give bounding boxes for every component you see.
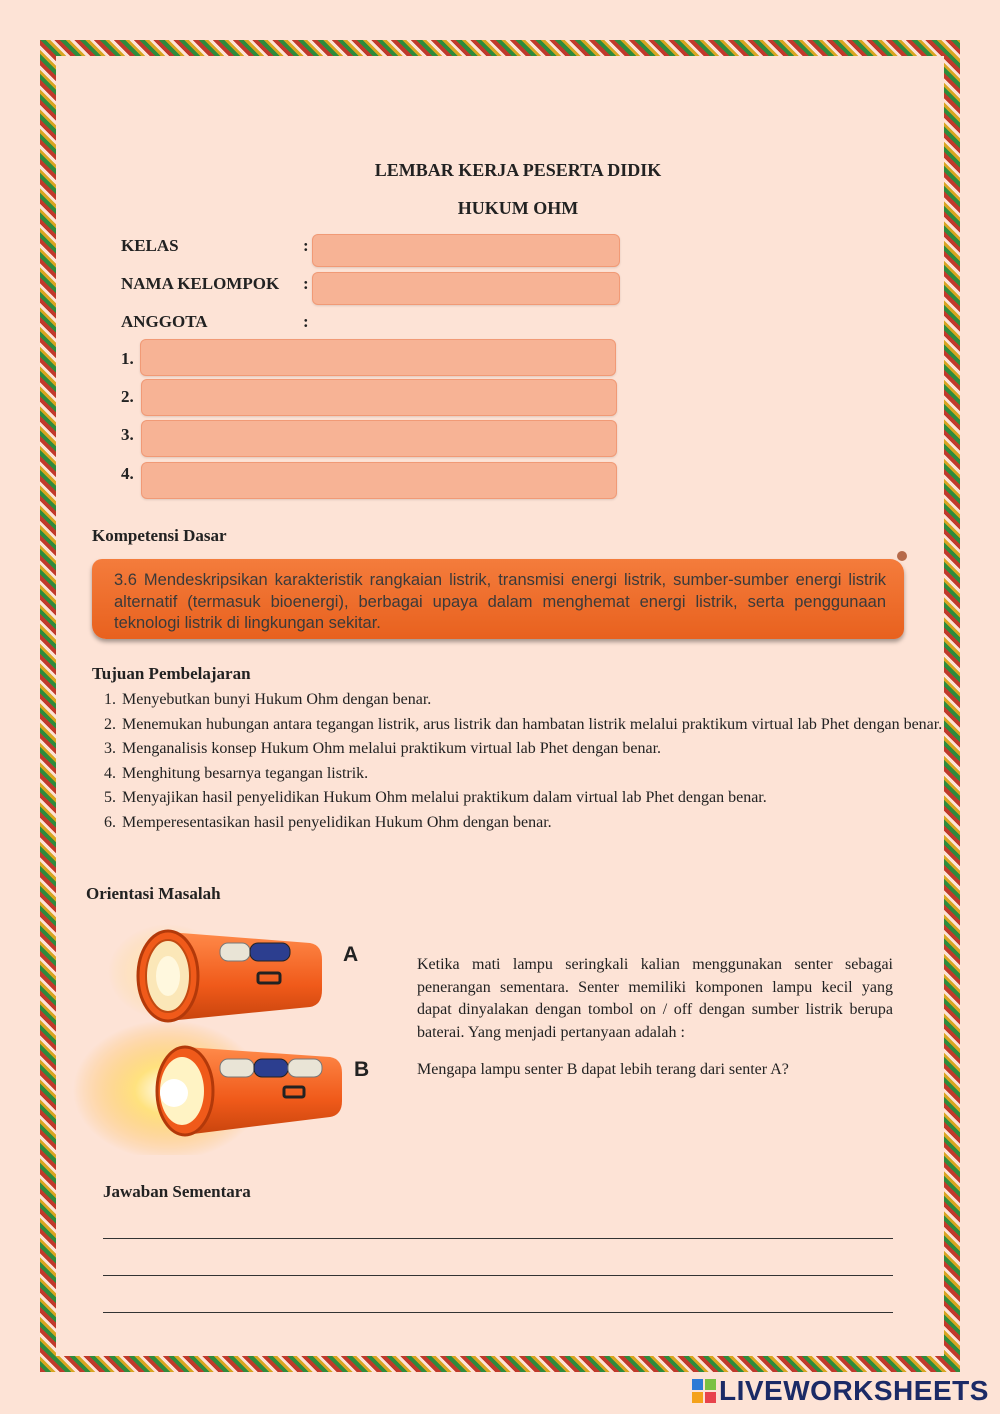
member-input-1[interactable] (140, 339, 616, 376)
tujuan-list (90, 688, 960, 836)
answer-line-1[interactable] (103, 1238, 893, 1239)
member-input-4[interactable] (141, 462, 617, 499)
kelas-label: KELAS (121, 236, 179, 255)
orientasi-paragraph: Ketika mati lampu seringkali kalian menggunakan senter sebagai penerangan sementara. Senter memiliki komponen lampu kecil yang dapat dinyalakan dengan tombol on / off dengan sumber listrik berupa baterai. Yang menjadi pertanyaan adalah : (417, 956, 893, 1041)
jawaban-heading: Jawaban Sementara (103, 1182, 251, 1201)
tujuan-item-6: 6. Memperesentasikan hasil penyelidikan Hukum Ohm dengan benar. (120, 811, 960, 836)
logo-icon (692, 1379, 716, 1403)
flashlight-b-label: B (354, 1058, 370, 1081)
tujuan-heading: Tujuan Pembelajaran (92, 664, 251, 683)
member-number-4: 4. (121, 464, 134, 483)
kompetensi-text: 3.6 Mendeskripsikan karakteristik rangkaian listrik, transmisi energi listrik, sumber-sumber energi listrik alternatif (termasuk bioenergi), berbagai upaya dalam menghemat energi listrik, serta penggunaan teknologi listrik di lingkungan sekitar. (114, 571, 886, 632)
kelompok-input[interactable] (312, 272, 620, 305)
kompetensi-heading: Kompetensi Dasar (92, 526, 227, 545)
tujuan-item-5: 5. Menyajikan hasil penyelidikan Hukum Ohm melalui praktikum dalam virtual lab Phet dengan benar. (120, 786, 960, 811)
flashlight-b (73, 1020, 342, 1155)
answer-line-3[interactable] (103, 1312, 893, 1313)
kompetensi-banner (92, 559, 904, 639)
member-input-2[interactable] (141, 379, 617, 416)
brand-name: LIVEWORKSHEETS (719, 1375, 989, 1406)
page-title: LEMBAR KERJA PESERTA DIDIK (374, 160, 662, 180)
kelompok-label: NAMA KELOMPOK (121, 274, 280, 293)
kelompok-colon: : (303, 274, 309, 293)
answer-line-2[interactable] (103, 1275, 893, 1276)
page-subtitle: HUKUM OHM (457, 198, 579, 218)
liveworksheets-logo (692, 1374, 989, 1408)
flashlight-a-label: A (343, 943, 359, 966)
member-input-3[interactable] (141, 420, 617, 457)
kelas-colon: : (303, 236, 309, 255)
anggota-label: ANGGOTA (121, 312, 208, 331)
anggota-colon: : (303, 312, 309, 331)
tujuan-item-3: 3. Menganalisis konsep Hukum Ohm melalui praktikum virtual lab Phet dengan benar. (120, 737, 960, 762)
orientasi-question: Mengapa lampu senter B dapat lebih terang dari senter A? (417, 1061, 789, 1078)
kelas-input[interactable] (312, 234, 620, 267)
flashlight-a (108, 924, 322, 1021)
tujuan-item-2: 2. Menemukan hubungan antara tegangan listrik, arus listrik dan hambatan listrik melalui praktikum virtual lab Phet dengan benar. (120, 713, 960, 738)
tujuan-item-4: 4. Menghitung besarnya tegangan listrik. (120, 762, 960, 787)
member-number-2: 2. (121, 387, 134, 406)
tujuan-item-1: 1. Menyebutkan bunyi Hukum Ohm dengan benar. (120, 688, 960, 713)
member-number-1: 1. (121, 349, 134, 368)
banner-curl (897, 551, 907, 561)
orientasi-heading: Orientasi Masalah (86, 884, 221, 903)
member-number-3: 3. (121, 425, 134, 444)
